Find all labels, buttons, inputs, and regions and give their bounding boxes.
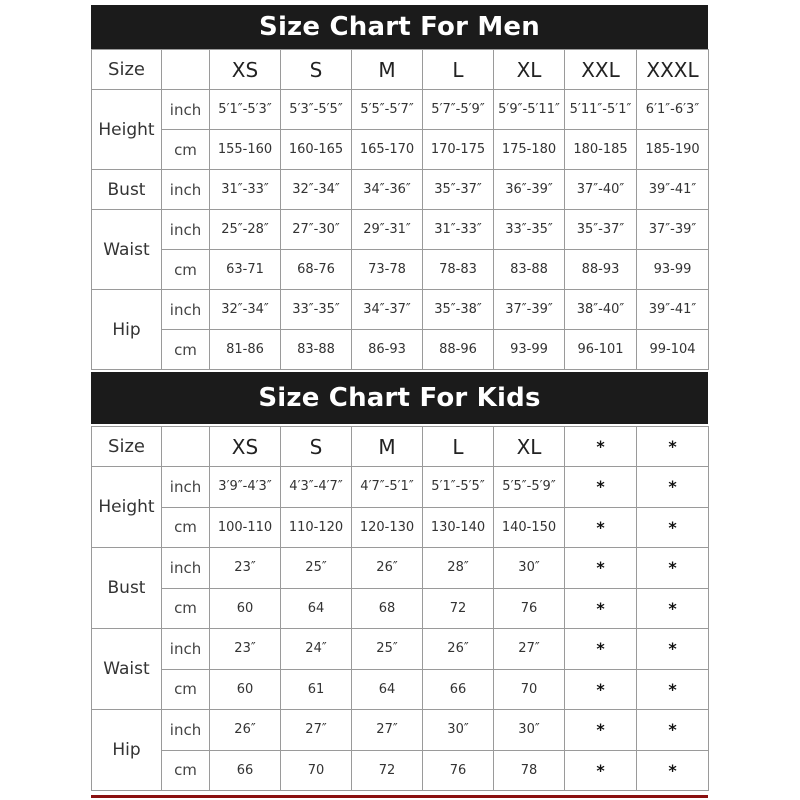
measurement-cell: 28″ (423, 548, 494, 589)
measurement-cell: 170-175 (423, 130, 494, 170)
measurement-cell: 26″ (352, 548, 423, 589)
measurement-cell: 140-150 (494, 507, 565, 548)
measurement-cell: 36″-39″ (494, 170, 565, 210)
measurement-cell: 66 (423, 669, 494, 710)
measurement-cell: 165-170 (352, 130, 423, 170)
table-row (92, 290, 709, 330)
measurement-cell: 5′5″-5′7″ (352, 90, 423, 130)
measurement-cell: * (637, 669, 709, 710)
measurement-cell: 39″-41″ (637, 170, 709, 210)
size-header: M (352, 50, 423, 90)
measurement-cell: 66 (210, 750, 281, 791)
measurement-cell: 35″-37″ (565, 210, 637, 250)
measurement-cell: 160-165 (281, 130, 352, 170)
measurement-cell: 72 (423, 588, 494, 629)
measurement-cell: 35″-37″ (423, 170, 494, 210)
unit-label: cm (162, 507, 210, 548)
size-header: S (281, 427, 352, 467)
measurement-cell: 30″ (494, 548, 565, 589)
measurement-cell: 180-185 (565, 130, 637, 170)
measurement-cell: 25″-28″ (210, 210, 281, 250)
header-row (92, 50, 709, 90)
measurement-cell: 31″-33″ (210, 170, 281, 210)
size-header: XL (494, 427, 565, 467)
measurement-cell: 100-110 (210, 507, 281, 548)
measurement-cell: * (565, 750, 637, 791)
measurement-cell: 30″ (494, 710, 565, 751)
size-header: * (637, 427, 709, 467)
measurement-cell: 5′5″-5′9″ (494, 467, 565, 508)
kids-chart-title: Size Chart For Kids (91, 372, 708, 424)
measurement-cell: * (565, 548, 637, 589)
measurement-cell: 34″-36″ (352, 170, 423, 210)
measurement-cell: 93-99 (494, 330, 565, 370)
measurement-cell: 5′1″-5′3″ (210, 90, 281, 130)
table-row (92, 710, 709, 751)
measurement-cell: 72 (352, 750, 423, 791)
unit-label: cm (162, 130, 210, 170)
size-header: S (281, 50, 352, 90)
measurement-cell: 63-71 (210, 250, 281, 290)
measurement-cell: 33″-35″ (494, 210, 565, 250)
unit-label: inch (162, 548, 210, 589)
measurement-cell: 37″-40″ (565, 170, 637, 210)
measurement-cell: 23″ (210, 629, 281, 670)
measurement-cell: 61 (281, 669, 352, 710)
size-header: XL (494, 50, 565, 90)
measurement-cell: 96-101 (565, 330, 637, 370)
unit-label: inch (162, 710, 210, 751)
measurement-cell: 86-93 (352, 330, 423, 370)
measurement-cell: 81-86 (210, 330, 281, 370)
measurement-cell: 64 (281, 588, 352, 629)
measurement-cell: 64 (352, 669, 423, 710)
size-header: XS (210, 50, 281, 90)
measurement-cell: 5′3″-5′5″ (281, 90, 352, 130)
measurement-cell: 73-78 (352, 250, 423, 290)
measurement-cell: 39″-41″ (637, 290, 709, 330)
measurement-cell: 32″-34″ (281, 170, 352, 210)
unit-label: inch (162, 629, 210, 670)
table-row (92, 669, 709, 710)
measure-label: Waist (92, 629, 162, 710)
unit-label: inch (162, 210, 210, 250)
measurement-cell: 4′3″-4′7″ (281, 467, 352, 508)
measurement-cell: 78-83 (423, 250, 494, 290)
size-header: XXXL (637, 50, 709, 90)
size-header: L (423, 427, 494, 467)
unit-label: cm (162, 750, 210, 791)
measurement-cell: 5′9″-5′11″ (494, 90, 565, 130)
measure-label: Waist (92, 210, 162, 290)
measurement-cell: 70 (494, 669, 565, 710)
measurement-cell: 38″-40″ (565, 290, 637, 330)
measurement-cell: 93-99 (637, 250, 709, 290)
measurement-cell: * (637, 507, 709, 548)
measurement-cell: * (637, 629, 709, 670)
measurement-cell: 185-190 (637, 130, 709, 170)
measurement-cell: 30″ (423, 710, 494, 751)
measurement-cell: 155-160 (210, 130, 281, 170)
table-row (92, 548, 709, 589)
measurement-cell: 5′11″-5′1″ (565, 90, 637, 130)
measurement-cell: * (565, 629, 637, 670)
size-header: M (352, 427, 423, 467)
measurement-cell: 31″-33″ (423, 210, 494, 250)
measurement-cell: * (565, 669, 637, 710)
measure-label: Height (92, 90, 162, 170)
measurement-cell: 68 (352, 588, 423, 629)
measurement-cell: 5′1″-5′5″ (423, 467, 494, 508)
measurement-cell: 120-130 (352, 507, 423, 548)
measurement-cell: 99-104 (637, 330, 709, 370)
measure-label: Hip (92, 710, 162, 791)
table-row (92, 629, 709, 670)
measurement-cell: * (565, 467, 637, 508)
measurement-cell: * (637, 467, 709, 508)
measurement-cell: 70 (281, 750, 352, 791)
size-header: * (565, 427, 637, 467)
table-row (92, 250, 709, 290)
measurement-cell: 76 (494, 588, 565, 629)
measure-label: Bust (92, 170, 162, 210)
measurement-cell: 88-96 (423, 330, 494, 370)
unit-label: inch (162, 170, 210, 210)
size-header: XS (210, 427, 281, 467)
measurement-cell: 60 (210, 669, 281, 710)
measurement-cell: 37″-39″ (494, 290, 565, 330)
measurement-cell: 27″ (281, 710, 352, 751)
unit-label: cm (162, 330, 210, 370)
men-size-table (91, 49, 709, 370)
size-label: Size (92, 50, 162, 90)
measurement-cell: * (565, 588, 637, 629)
measurement-cell: 23″ (210, 548, 281, 589)
measurement-cell: 6′1″-6′3″ (637, 90, 709, 130)
table-row (92, 507, 709, 548)
unit-header-blank (162, 50, 210, 90)
measurement-cell: 130-140 (423, 507, 494, 548)
measurement-cell: 27″ (352, 710, 423, 751)
measurement-cell: 110-120 (281, 507, 352, 548)
size-label: Size (92, 427, 162, 467)
table-row (92, 330, 709, 370)
kids-size-table (91, 426, 709, 791)
measurement-cell: 32″-34″ (210, 290, 281, 330)
unit-label: inch (162, 90, 210, 130)
measurement-cell: 25″ (352, 629, 423, 670)
measurement-cell: 27″ (494, 629, 565, 670)
header-row (92, 427, 709, 467)
men-chart-title: Size Chart For Men (91, 5, 708, 49)
unit-label: cm (162, 250, 210, 290)
measurement-cell: 3′9″-4′3″ (210, 467, 281, 508)
measurement-cell: 26″ (210, 710, 281, 751)
measure-label: Hip (92, 290, 162, 370)
measurement-cell: 34″-37″ (352, 290, 423, 330)
measurement-cell: 76 (423, 750, 494, 791)
unit-header-blank (162, 427, 210, 467)
measurement-cell: * (637, 548, 709, 589)
measurement-cell: 4′7″-5′1″ (352, 467, 423, 508)
measurement-cell: 24″ (281, 629, 352, 670)
measurement-cell: 37″-39″ (637, 210, 709, 250)
measurement-cell: * (637, 750, 709, 791)
table-row (92, 588, 709, 629)
measurement-cell: 33″-35″ (281, 290, 352, 330)
measurement-cell: 26″ (423, 629, 494, 670)
table-row (92, 130, 709, 170)
unit-label: inch (162, 290, 210, 330)
measurement-cell: * (565, 710, 637, 751)
measurement-cell: 35″-38″ (423, 290, 494, 330)
measure-label: Height (92, 467, 162, 548)
measurement-cell: * (637, 710, 709, 751)
measure-label: Bust (92, 548, 162, 629)
table-row (92, 210, 709, 250)
measurement-cell: * (565, 507, 637, 548)
measurement-cell: 68-76 (281, 250, 352, 290)
size-header: L (423, 50, 494, 90)
measurement-cell: 175-180 (494, 130, 565, 170)
measurement-cell: 88-93 (565, 250, 637, 290)
unit-label: cm (162, 669, 210, 710)
measurement-cell: 5′7″-5′9″ (423, 90, 494, 130)
table-row (92, 90, 709, 130)
measurement-cell: 60 (210, 588, 281, 629)
measurement-cell: 78 (494, 750, 565, 791)
measurement-cell: 83-88 (494, 250, 565, 290)
bottom-divider (91, 795, 708, 798)
unit-label: inch (162, 467, 210, 508)
table-row (92, 467, 709, 508)
measurement-cell: 27″-30″ (281, 210, 352, 250)
measurement-cell: 29″-31″ (352, 210, 423, 250)
measurement-cell: * (637, 588, 709, 629)
measurement-cell: 25″ (281, 548, 352, 589)
size-header: XXL (565, 50, 637, 90)
unit-label: cm (162, 588, 210, 629)
measurement-cell: 83-88 (281, 330, 352, 370)
table-row (92, 170, 709, 210)
table-row (92, 750, 709, 791)
